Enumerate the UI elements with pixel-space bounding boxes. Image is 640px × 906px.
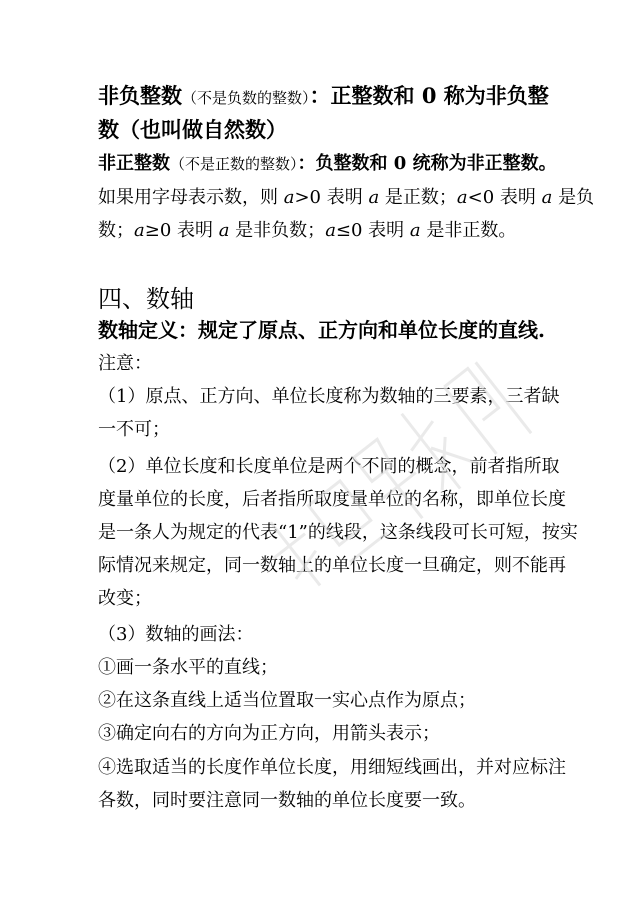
- nonnegative-term: 非负整数: [98, 83, 182, 108]
- letter-text: 是负: [552, 187, 595, 208]
- letter-text: 如果用字母表示数，则: [98, 187, 284, 208]
- nonpositive-note: （不是正数的整数）: [170, 155, 298, 173]
- variable-a: a: [325, 220, 336, 241]
- variable-a: a: [409, 220, 421, 241]
- note-2-line-3: 是一条人为规定的代表“1”的线段，这条线段可长可短，按实: [98, 522, 578, 543]
- letter-sign-line-2: [98, 219, 516, 243]
- nonpositive-integer-line: [98, 152, 557, 176]
- nonnegative-integer-line-1: [98, 82, 549, 112]
- nonnegative-definition-cont: 数（也叫做自然数）: [98, 117, 287, 142]
- nonnegative-colon: ：: [309, 83, 331, 108]
- letter-text: ≥0 表明: [144, 220, 219, 241]
- note-1-line-2: 一不可；: [98, 419, 170, 440]
- letter-text: 是正数；: [379, 187, 457, 208]
- variable-a: a: [218, 220, 230, 241]
- variable-a: a: [283, 187, 295, 208]
- note-1-line-1: （1）原点、正方向、单位长度称为数轴的三要素，三者缺: [98, 386, 560, 407]
- step-1: ①画一条水平的直线；: [98, 657, 278, 678]
- nonnegative-integer-line-2: [98, 116, 287, 144]
- number-line-definition: 数轴定义：规定了原点、正方向和单位长度的直线.: [98, 318, 545, 342]
- watermark-logo: [210, 330, 570, 630]
- note-3-title: （3）数轴的画法：: [98, 624, 254, 645]
- nonpositive-definition: 负整数和 0 统称为非正整数。: [315, 153, 557, 174]
- letter-text: <0 表明: [467, 187, 542, 208]
- variable-a: a: [134, 220, 145, 241]
- note-2-line-4: 际情况来规定，同一数轴上的单位长度一旦确定，则不能再: [98, 555, 566, 576]
- variable-a: a: [368, 187, 380, 208]
- note-2-line-2: 度量单位的长度，后者指所取度量单位的名称，即单位长度: [98, 489, 566, 510]
- letter-text: ≤0 表明: [335, 220, 410, 241]
- nonnegative-note: （不是负数的整数）: [182, 89, 310, 107]
- letter-sign-line-1: [98, 186, 594, 210]
- nonpositive-term: 非正整数: [98, 153, 170, 174]
- step-4-line-2: 各数，同时要注意同一数轴的单位长度要一致。: [98, 790, 476, 811]
- nonnegative-definition: 正整数和 0 称为非负整: [330, 83, 549, 108]
- letter-text: >0 表明: [294, 187, 369, 208]
- note-2-line-5: 改变；: [98, 588, 152, 609]
- letter-text: 是非负数；: [229, 220, 326, 241]
- step-4-line-1: ④选取适当的长度作单位长度，用细短线画出，并对应标注: [98, 757, 566, 778]
- step-3: ③确定向右的方向为正方向，用箭头表示；: [98, 723, 440, 744]
- section-heading: 四、数轴: [98, 285, 194, 313]
- variable-a: a: [456, 187, 468, 208]
- nonpositive-colon: ：: [297, 153, 316, 174]
- variable-a: a: [541, 187, 553, 208]
- note-label: 注意：: [98, 353, 152, 374]
- letter-text: 数；: [98, 220, 134, 241]
- step-2: ②在这条直线上适当位置取一实心点作为原点；: [98, 690, 476, 711]
- letter-text: 是非正数。: [420, 220, 517, 241]
- note-2-line-1: （2）单位长度和长度单位是两个不同的概念，前者指所取: [98, 456, 560, 477]
